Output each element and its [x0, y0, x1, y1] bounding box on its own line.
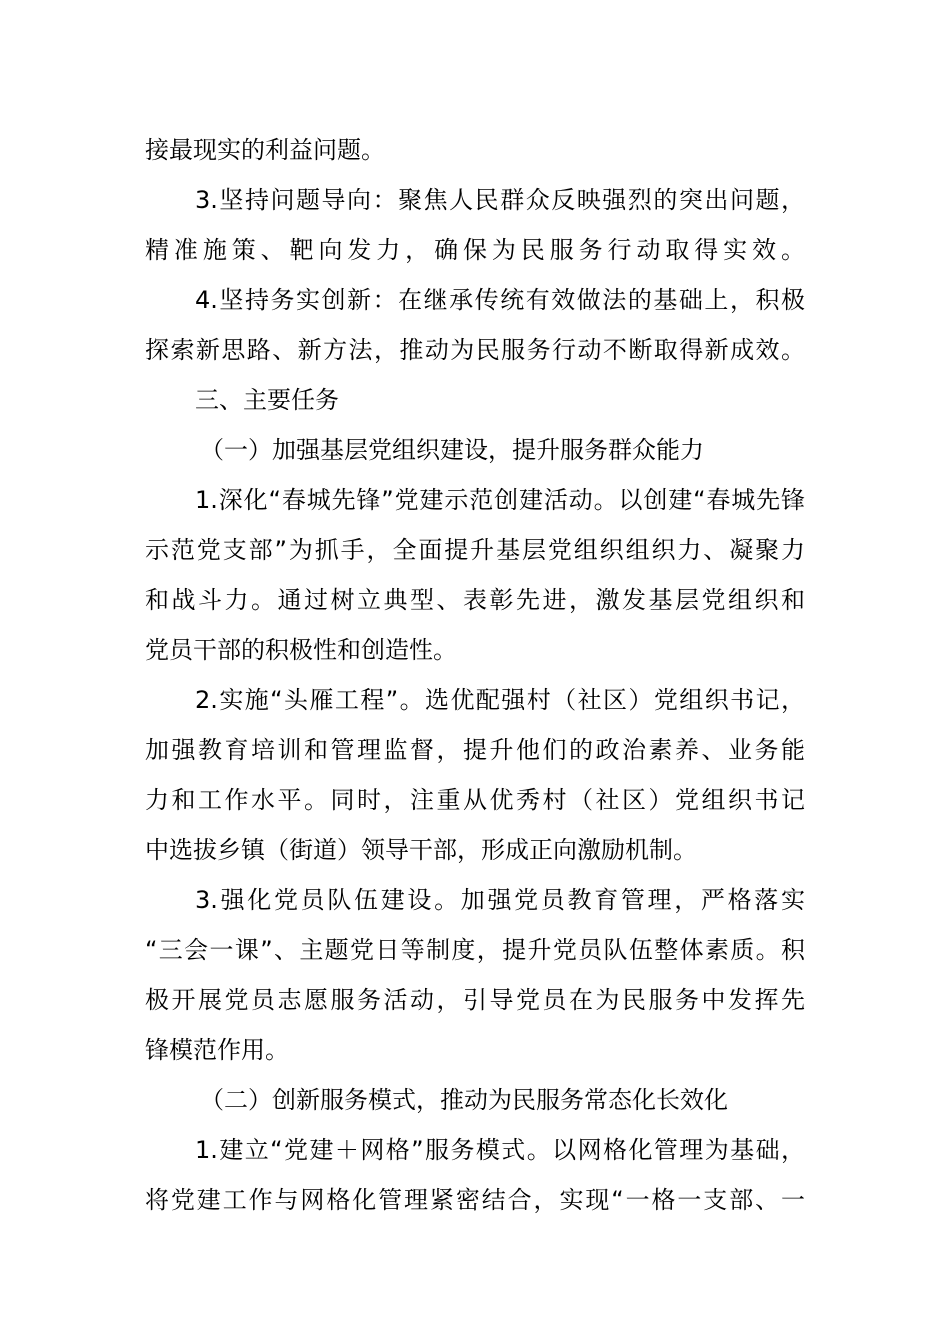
text-line: 探索新思路、新方法，推动为民服务行动不断取得新成效。: [145, 336, 805, 364]
text-line: 1.深化“春城先锋”党建示范创建活动。以创建“春城先锋: [195, 486, 805, 514]
subsection-heading: （二）创新服务模式，推动为民服务常态化长效化: [200, 1086, 728, 1114]
text-line: 力和工作水平。同时，注重从优秀村（社区）党组织书记: [145, 786, 805, 814]
text-line: 精准施策、靶向发力，确保为民服务行动取得实效。: [145, 236, 805, 264]
text-line: 锋模范作用。: [145, 1036, 289, 1064]
text-line: 加强教育培训和管理监督，提升他们的政治素养、业务能: [145, 736, 805, 764]
text-line: 中选拔乡镇（街道）领导干部，形成正向激励机制。: [145, 836, 697, 864]
subsection-heading: （一）加强基层党组织建设，提升服务群众能力: [200, 436, 704, 464]
text-line: 党员干部的积极性和创造性。: [145, 636, 457, 664]
text-line: 4.坚持务实创新：在继承传统有效做法的基础上，积极: [195, 286, 805, 314]
text-line: 2.实施“头雁工程”。选优配强村（社区）党组织书记，: [195, 686, 805, 714]
section-heading: 三、主要任务: [195, 386, 339, 414]
text-line: 3.强化党员队伍建设。加强党员教育管理，严格落实: [195, 886, 805, 914]
text-line: 将党建工作与网格化管理紧密结合，实现“一格一支部、一: [145, 1186, 805, 1214]
text-line: 示范党支部”为抓手，全面提升基层党组织组织力、凝聚力: [145, 536, 805, 564]
text-line: 接最现实的利益问题。: [145, 136, 385, 164]
text-line: 极开展党员志愿服务活动，引导党员在为民服务中发挥先: [145, 986, 805, 1014]
text-line: “三会一课”、主题党日等制度，提升党员队伍整体素质。积: [145, 936, 805, 964]
text-line: 1.建立“党建＋网格”服务模式。以网格化管理为基础，: [195, 1136, 805, 1164]
text-line: 3.坚持问题导向：聚焦人民群众反映强烈的突出问题，: [195, 186, 805, 214]
text-line: 和战斗力。通过树立典型、表彰先进，激发基层党组织和: [145, 586, 805, 614]
